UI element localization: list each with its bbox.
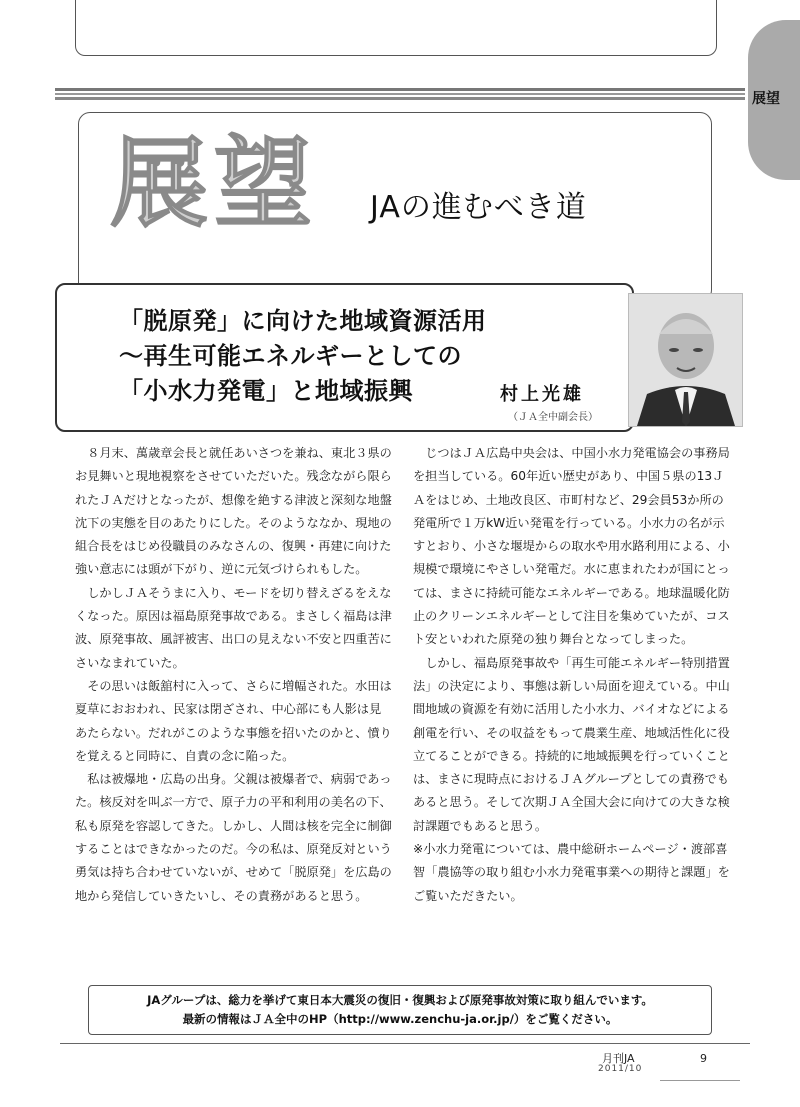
notice-line-2: 最新の情報はＪＡ全中のHP（http://www.zenchu-ja.or.jp/）をご覧ください。 bbox=[182, 1012, 618, 1026]
paragraph: その思いは飯舘村に入って、さらに増幅された。水田は夏草におおわれ、民家は閉ざされ、中心部にも人影は見あたらない。だれがこのような事態を招いたのかと、憤りを覚えると同時に、自責の念に陥った。 bbox=[75, 678, 392, 763]
top-frame bbox=[75, 0, 717, 56]
paragraph: しかし、福島原発事故や「再生可能エネルギー特別措置法」の決定により、事態は新しい局面を迎えている。中山間地域の資源を有効に活用した小水力、バイオなどによる創電を行い、その収益をもって農業生産、地域活性化に役立てることができる。持続的に地域振興を行っていくことは、まさに現時点におけるＪＡグループとしての責務でもあると思う。そして次期ＪＡ全国大会に向けての大きな検討課題でもあると思う。 bbox=[413, 655, 730, 833]
article-body-right bbox=[413, 442, 731, 908]
author-name: 村上光雄 bbox=[500, 384, 584, 405]
portrait-image bbox=[629, 294, 742, 426]
paragraph: ※小水力発電については、農中総研ホームページ・渡部喜智「農協等の取り組む小水力発電事業への期待と課題」をご覧いただきたい。 bbox=[413, 842, 730, 903]
magazine-name: 月刊JA bbox=[602, 1052, 635, 1065]
notice-box bbox=[88, 985, 712, 1035]
section-tab-label: 展望 bbox=[752, 91, 780, 107]
paragraph: しかしＪＡそうまに入り、モードを切り替えざるをえなくなった。原因は福島原発事故である。まさしく福島は津波、原発事故、風評被害、出口の見えない不安と四重苦にさいなまれていた。 bbox=[75, 585, 392, 670]
article-body-left bbox=[75, 442, 393, 908]
column-subtitle: JAの進むべき道 bbox=[370, 190, 587, 225]
paragraph: じつはＪＡ広島中央会は、中国小水力発電協会の事務局を担当している。60年近い歴史があり、中国５県の13ＪＡをはじめ、土地改良区、市町村など、29会員53か所の発電所で１万kW近い発電を行っている。小水力の名が示すとおり、小さな堰堤からの取水や用水路利用による、小規模で環境にやさしい発電だ。水に恵まれたわが国にとっては、まさに持続可能なエネルギーである。地球温暖化防止のクリーンエネルギーとして注目を集めていたが、コスト安といわれた原発の独り舞台となってしまった。 bbox=[413, 446, 730, 647]
issue-date: 2011/10 bbox=[598, 1064, 643, 1074]
column-logo: 展望 bbox=[110, 127, 319, 241]
article-title-line-3: 「小水力発電」と地域振興 bbox=[119, 377, 413, 405]
footer-rule bbox=[60, 1043, 750, 1044]
notice-line-1: JAグループは、総力を挙げて東日本大震災の復旧・復興および原発事故対策に取り組んでいます。 bbox=[147, 993, 653, 1007]
paragraph: 私は被爆地・広島の出身。父親は被爆者で、病弱であった。核反対を叫ぶ一方で、原子力の平和利用の美名の下、私も原発を容認してきた。しかし、人間は核を完全に制御することはできなかったのだ。今の私は、原発反対という勇気は持ち合わせていないが、せめて「脱原発」を広島の地から発信していきたいし、その責務があると思う。 bbox=[75, 772, 392, 903]
header-rule bbox=[55, 88, 745, 102]
page-number: 9 bbox=[700, 1052, 707, 1065]
footer-underline bbox=[660, 1080, 740, 1081]
author-position: （ＪＡ全中副会長） bbox=[508, 412, 598, 423]
paragraph: ８月末、萬歳章会長と就任あいさつを兼ね、東北３県のお見舞いと現地視察をさせていただいた。残念ながら限られたＪＡだけとなったが、想像を絶する津波と深刻な地盤沈下の実態を目のあたりにした。そのようななか、現地の組合長をはじめ役職員のみなさんの、復興・再建に向けた強い意志には頭が下がり、逆に元気づけられもした。 bbox=[75, 446, 392, 577]
article-title-line-2: ～再生可能エネルギーとしての bbox=[119, 342, 462, 370]
author-photo bbox=[628, 293, 743, 427]
article-title-line-1: 「脱原発」に向けた地域資源活用 bbox=[119, 307, 487, 335]
